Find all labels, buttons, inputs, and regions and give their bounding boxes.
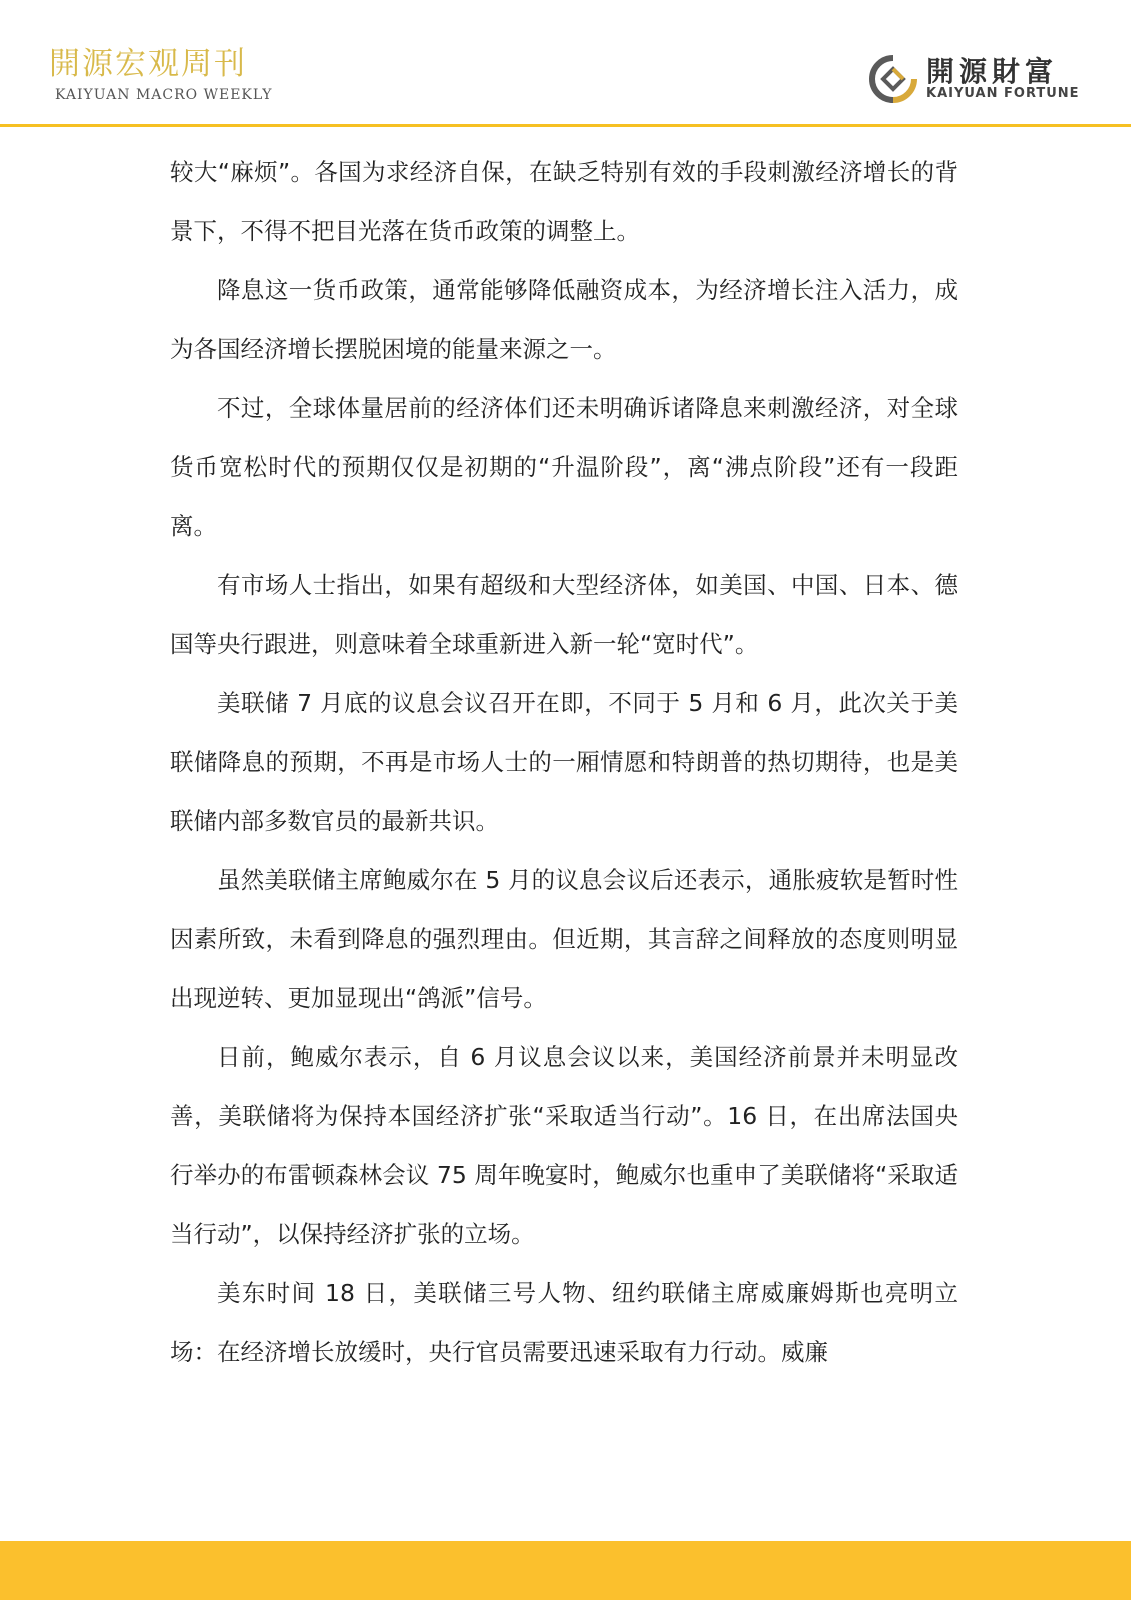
paragraph: 日前，鲍威尔表示，自 6 月议息会议以来，美国经济前景并未明显改善，美联储将为保持本国经济扩张“采取适当行动”。16 日，在出席法国央行举办的布雷顿森林会议 75 周年晚宴时，鲍威尔也重申了美联储将“采取适当行动”，以保持经济扩张的立场。: [170, 1043, 958, 1248]
page-header: [0, 0, 1131, 127]
company-logo: [868, 50, 1088, 106]
header-divider: [0, 124, 1131, 127]
footer-band: [0, 1541, 1131, 1600]
paragraph: 不过，全球体量居前的经济体们还未明确诉诸降息来刺激经济，对全球货币宽松时代的预期仅仅是初期的“升温阶段”，离“沸点阶段”还有一段距离。: [170, 394, 958, 540]
paragraph: 美东时间 18 日，美联储三号人物、纽约联储主席威廉姆斯也亮明立场：在经济增长放缓时，央行官员需要迅速采取有力行动。威廉: [170, 1279, 958, 1366]
publication-title: 開源宏观周刊: [49, 46, 247, 82]
paragraph: 降息这一货币政策，通常能够降低融资成本，为经济增长注入活力，成为各国经济增长摆脱困境的能量来源之一。: [170, 276, 958, 363]
article-body: [170, 143, 958, 1382]
logo-text-en: KAIYUAN FORTUNE: [926, 86, 1080, 101]
paragraph: 较大“麻烦”。各国为求经济自保，在缺乏特别有效的手段刺激经济增长的背景下，不得不把目光落在货币政策的调整上。: [170, 158, 958, 245]
logo-text-cn: 開源財富: [926, 55, 1059, 88]
kaiyuan-logo-icon: [868, 54, 918, 104]
publication-subtitle: KAIYUAN MACRO WEEKLY: [55, 87, 273, 103]
paragraph: 有市场人士指出，如果有超级和大型经济体，如美国、中国、日本、德国等央行跟进，则意味着全球重新进入新一轮“宽时代”。: [170, 571, 958, 658]
paragraph: 虽然美联储主席鲍威尔在 5 月的议息会议后还表示，通胀疲软是暂时性因素所致，未看到降息的强烈理由。但近期，其言辞之间释放的态度则明显出现逆转、更加显现出“鸽派”信号。: [170, 866, 958, 1012]
paragraph: 美联储 7 月底的议息会议召开在即，不同于 5 月和 6 月，此次关于美联储降息的预期，不再是市场人士的一厢情愿和特朗普的热切期待，也是美联储内部多数官员的最新共识。: [170, 689, 958, 835]
